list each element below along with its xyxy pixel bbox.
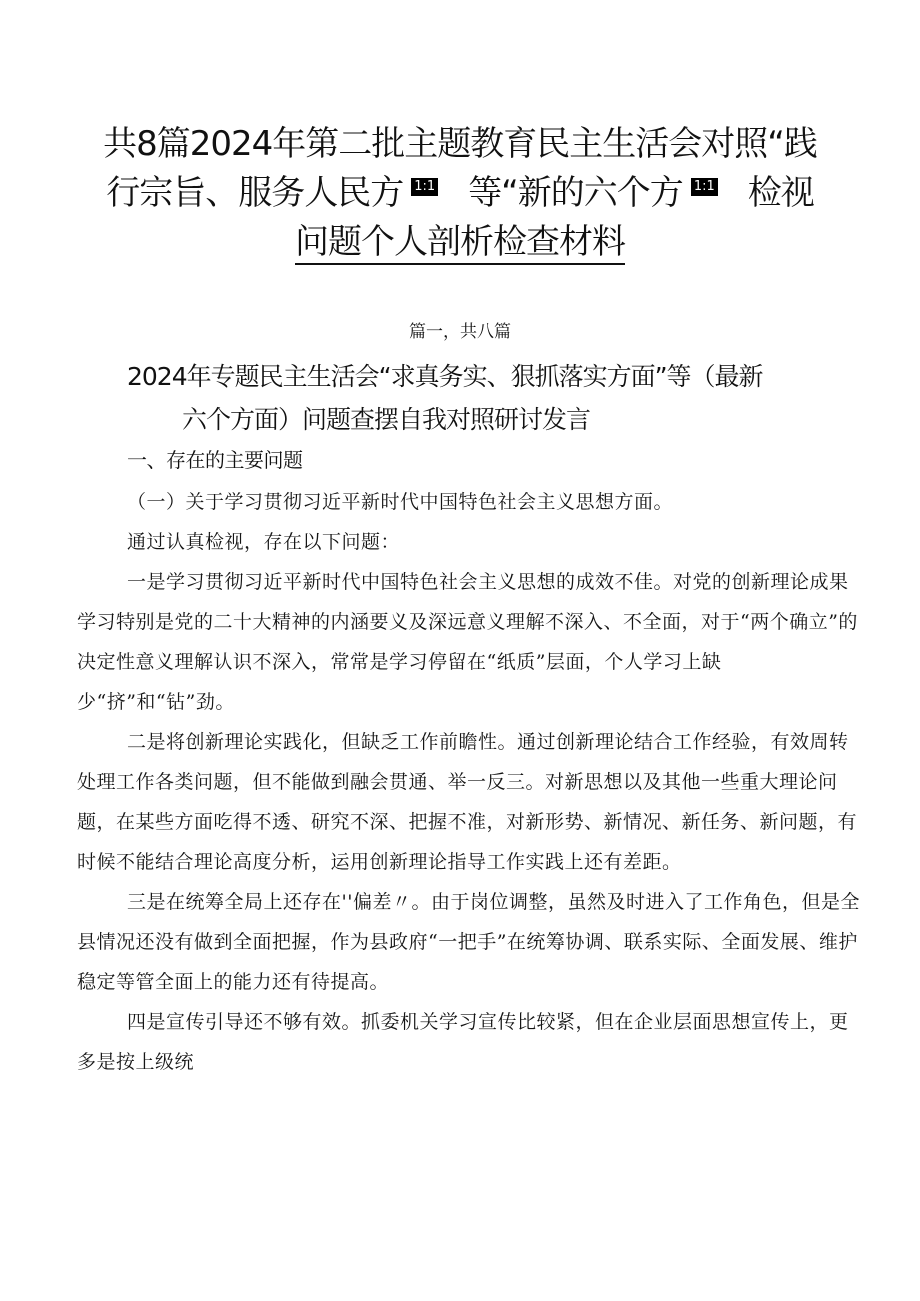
paragraph: 四是宣传引导还不够有效。抓委机关学习宣传比较紧，但在企业层面思想宣传上，更多是按上级统: [77, 1011, 849, 1073]
title-line-3: [60, 218, 860, 267]
heading-line-1: 2024年专题民主生活会“求真务实、狠抓落实方面”等（最新: [127, 362, 763, 391]
paragraph: 一是学习贯彻习近平新时代中国特色社会主义思想的成效不佳。对党的创新理论成果学习特别是党的二十大精神的内涵要义及深远意义理解不深入、不全面，对于“两个确立”的决定性意义理解认识不深入，常常是学习停留在“纸质”层面，个人学习上缺少“挤”和“钻”劲。: [77, 571, 858, 713]
article-heading: [127, 355, 857, 441]
article-index: 篇一，共八篇: [409, 322, 511, 342]
paragraph: 三是在统筹全局上还存在''偏差〃。由于岗位调整，虽然及时进入了工作角色，但是全县情况还没有做到全面把握，作为县政府“一把手”在统筹协调、联系实际、全面发展、维护稳定等管全面上的能力还有待提高。: [77, 891, 860, 993]
paragraph: 二是将创新理论实践化，但缺乏工作前瞻性。通过创新理论结合工作经验，有效周转处理工作各类问题，但不能做到融会贯通、举一反三。对新思想以及其他一些重大理论问题，在某些方面吃得不透、研究不深、把握不准，对新形势、新情况、新任务、新问题，有时候不能结合理论高度分析，运用创新理论指导工作实践上还有差距。: [77, 731, 858, 873]
heading-line-2: 六个方面）问题查摆自我对照研讨发言: [182, 405, 591, 434]
paragraph: 通过认真检视，存在以下问题：: [127, 531, 401, 553]
body-text: [77, 482, 867, 1082]
inline-box-marker: 1:1: [691, 178, 718, 196]
inline-box-marker: 1:1: [411, 178, 438, 196]
title-line-3-text: 问题个人剖析检查材料: [295, 222, 625, 265]
document-title: [60, 120, 860, 267]
title-line-2-part-c: 检视: [747, 173, 814, 213]
title-line-1: 共8篇2024年第二批主题教育民主生活会对照“践: [103, 124, 817, 164]
section-title: 一、存在的主要问题: [127, 448, 303, 472]
title-line-2: [60, 169, 860, 218]
title-line-2-part-b: 等“新的六个方: [468, 173, 683, 213]
title-line-2-part-a: 行宗旨、服务人民方: [106, 173, 404, 213]
paragraph: （一）关于学习贯彻习近平新时代中国特色社会主义思想方面。: [127, 491, 674, 513]
